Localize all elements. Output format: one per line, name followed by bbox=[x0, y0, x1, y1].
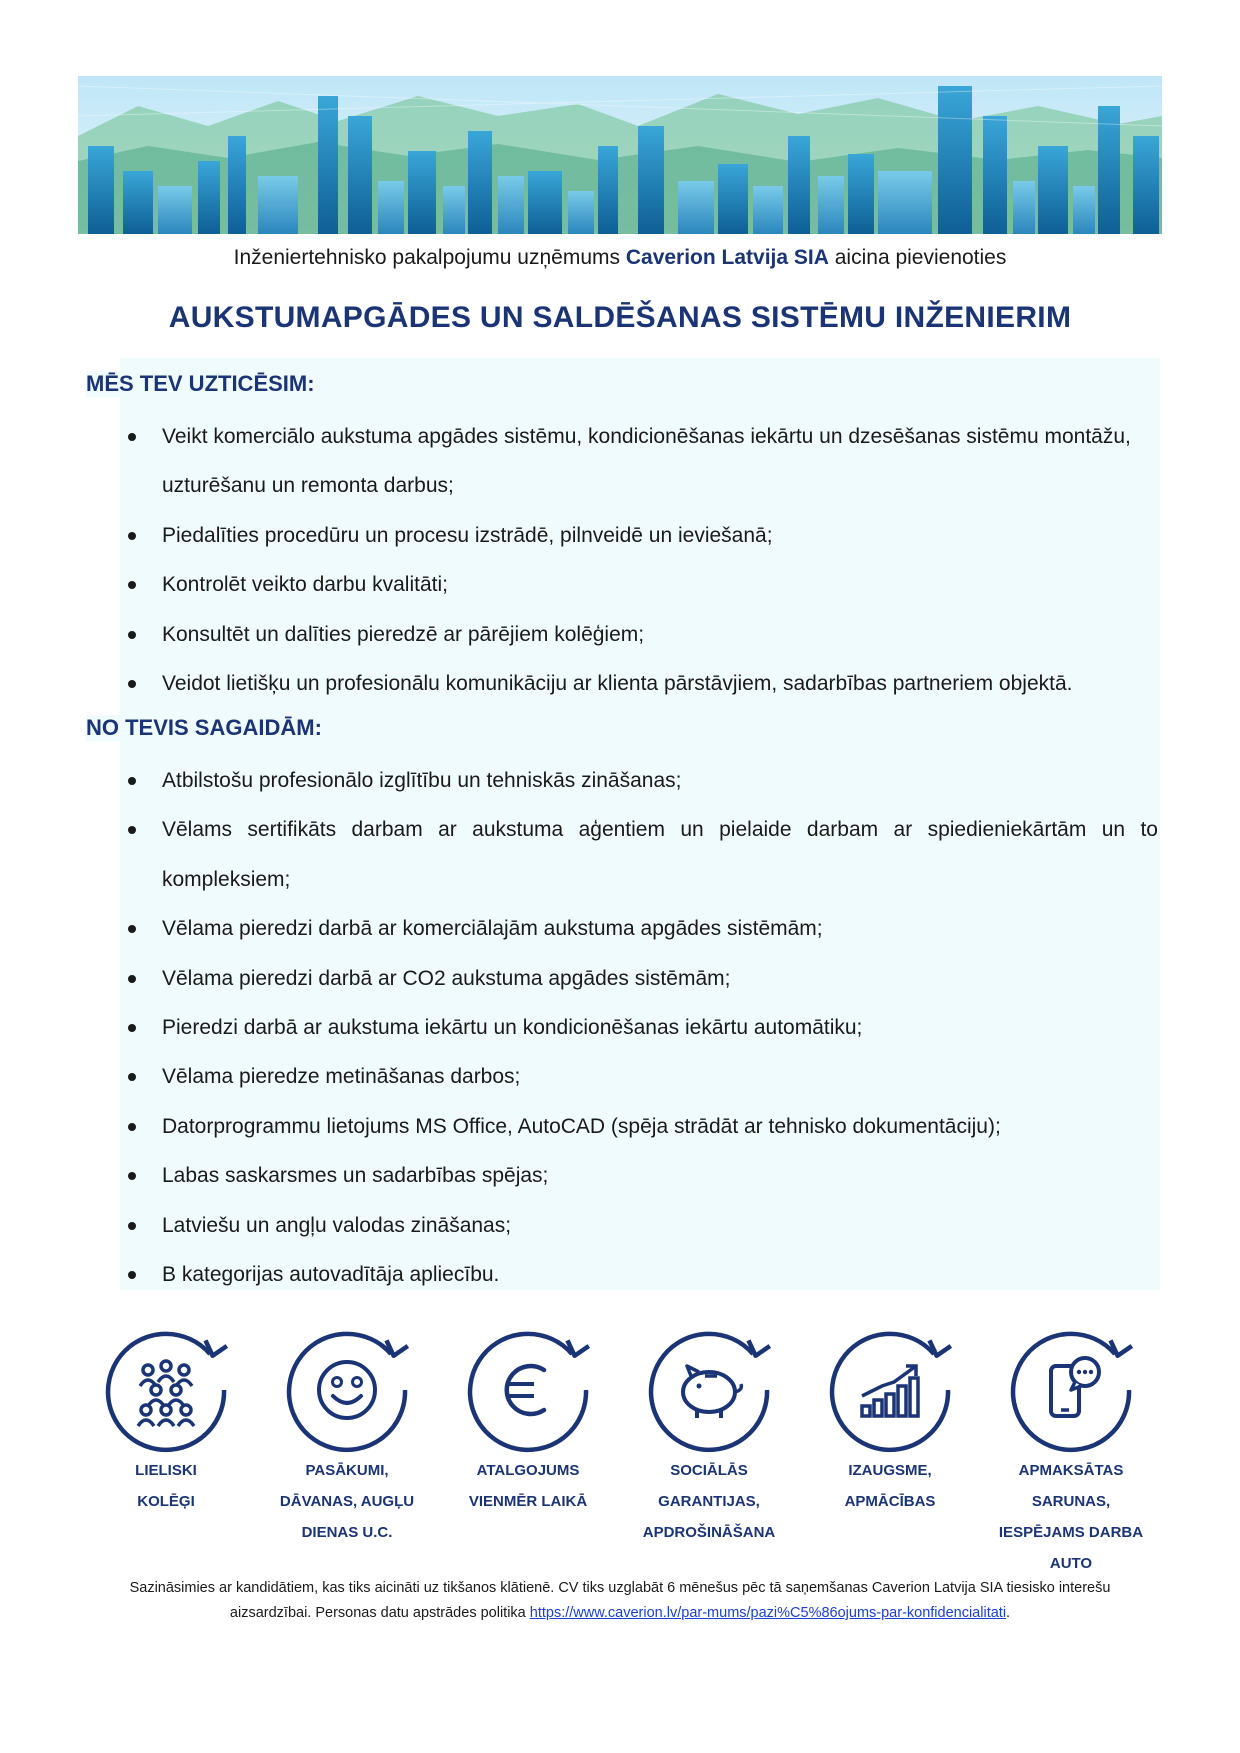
benefit-label: APMAKSĀTAS SARUNAS, IESPĒJAMS DARBA AUTO bbox=[998, 1462, 1144, 1572]
list-item: B kategorijas autovadītāja apliecību. bbox=[128, 1250, 1158, 1299]
people-group-icon bbox=[98, 1322, 234, 1458]
benefit-label: IZAUGSME, APMĀCĪBAS bbox=[844, 1462, 936, 1510]
smiley-face-icon bbox=[279, 1322, 415, 1458]
list-item: Veikt komerciālo aukstuma apgādes sistēmu, kondicionēšanas iekārtu un dzesēšanas sistēmu montāžu, uzturēšanu un remonta darbus; bbox=[128, 412, 1158, 511]
header-banner-image bbox=[78, 76, 1162, 234]
job-title: AUKSTUMAPGĀDES UN SALDĒŠANAS SISTĒMU INŽENIERIM bbox=[168, 301, 1072, 334]
list-item: Vēlams sertifikāts darbam ar aukstuma aģentiem un pielaide darbam ar spiedieniekārtām un to kompleksiem; bbox=[128, 805, 1158, 904]
list-item: Kontrolēt veikto darbu kvalitāti; bbox=[128, 560, 1158, 609]
list-item: Vēlama pieredze metināšanas darbos; bbox=[128, 1052, 1158, 1101]
list-item: Labas saskarsmes un sadarbības spējas; bbox=[128, 1151, 1158, 1200]
piggy-bank-icon bbox=[641, 1322, 777, 1458]
euro-icon bbox=[460, 1322, 596, 1458]
footer-note bbox=[90, 1576, 1150, 1626]
growth-chart-icon bbox=[822, 1322, 958, 1458]
list-item: Atbilstošu profesionālo izglītību un tehniskās zināšanas; bbox=[128, 756, 1158, 805]
requirements-heading: NO TEVIS SAGAIDĀM: bbox=[86, 715, 328, 741]
benefit-label: SOCIĀLĀS GARANTIJAS, APDROŠINĀŠANA bbox=[642, 1462, 776, 1541]
responsibilities-list bbox=[128, 412, 1158, 708]
intro-line bbox=[0, 246, 1240, 270]
benefit-label: PASĀKUMI, DĀVANAS, AUGĻU DIENAS U.C. bbox=[279, 1462, 415, 1541]
benefit-label: ATALGOJUMS VIENMĒR LAIKĀ bbox=[468, 1462, 588, 1510]
privacy-policy-link[interactable]: https://www.caverion.lv/par-mums/pazi%C5%86ojums-par-konfidencialitati bbox=[529, 1605, 1007, 1621]
requirements-list bbox=[128, 756, 1158, 1299]
list-item: Konsultēt un dalīties pieredzē ar pārējiem kolēģiem; bbox=[128, 610, 1158, 659]
list-item: Latviešu un angļu valodas zināšanas; bbox=[128, 1201, 1158, 1250]
list-item: Veidot lietišķu un profesionālu komunikāciju ar klienta pārstāvjiem, sadarbības partneriem objektā. bbox=[128, 659, 1158, 708]
list-item: Pieredzi darbā ar aukstuma iekārtu un kondicionēšanas iekārtu automātiku; bbox=[128, 1003, 1158, 1052]
list-item: Vēlama pieredzi darbā ar CO2 aukstuma apgādes sistēmām; bbox=[128, 954, 1158, 1003]
benefit-label: LIELISKI KOLĒĢI bbox=[135, 1462, 197, 1510]
list-item: Vēlama pieredzi darbā ar komerciālajām aukstuma apgādes sistēmām; bbox=[128, 904, 1158, 953]
city-skyline-image bbox=[78, 76, 1162, 234]
list-item: Piedalīties procedūru un procesu izstrādē, pilnveidē un ieviešanā; bbox=[128, 511, 1158, 560]
responsibilities-heading: MĒS TEV UZTICĒSIM: bbox=[86, 371, 321, 397]
footer-text: Sazināsimies ar kandidātiem, kas tiks aicināti uz tikšanos klātienē. CV tiks uzglabāt 6 mēnešus pēc tā saņemšanas Caverion Latvija SIA tiesisko interešu aizsardzībai. Personas datu apstrādes politika bbox=[129, 1580, 1111, 1621]
phone-chat-icon bbox=[1003, 1322, 1139, 1458]
intro-prefix: Inženiertehnisko pakalpojumu uzņēmums bbox=[233, 246, 626, 269]
footer-end: . bbox=[1006, 1605, 1011, 1621]
list-item: Datorprogrammu lietojums MS Office, AutoCAD (spēja strādāt ar tehnisko dokumentāciju); bbox=[128, 1102, 1158, 1151]
company-name: Caverion Latvija SIA bbox=[625, 246, 829, 269]
intro-suffix: aicina pievienoties bbox=[828, 246, 1007, 269]
